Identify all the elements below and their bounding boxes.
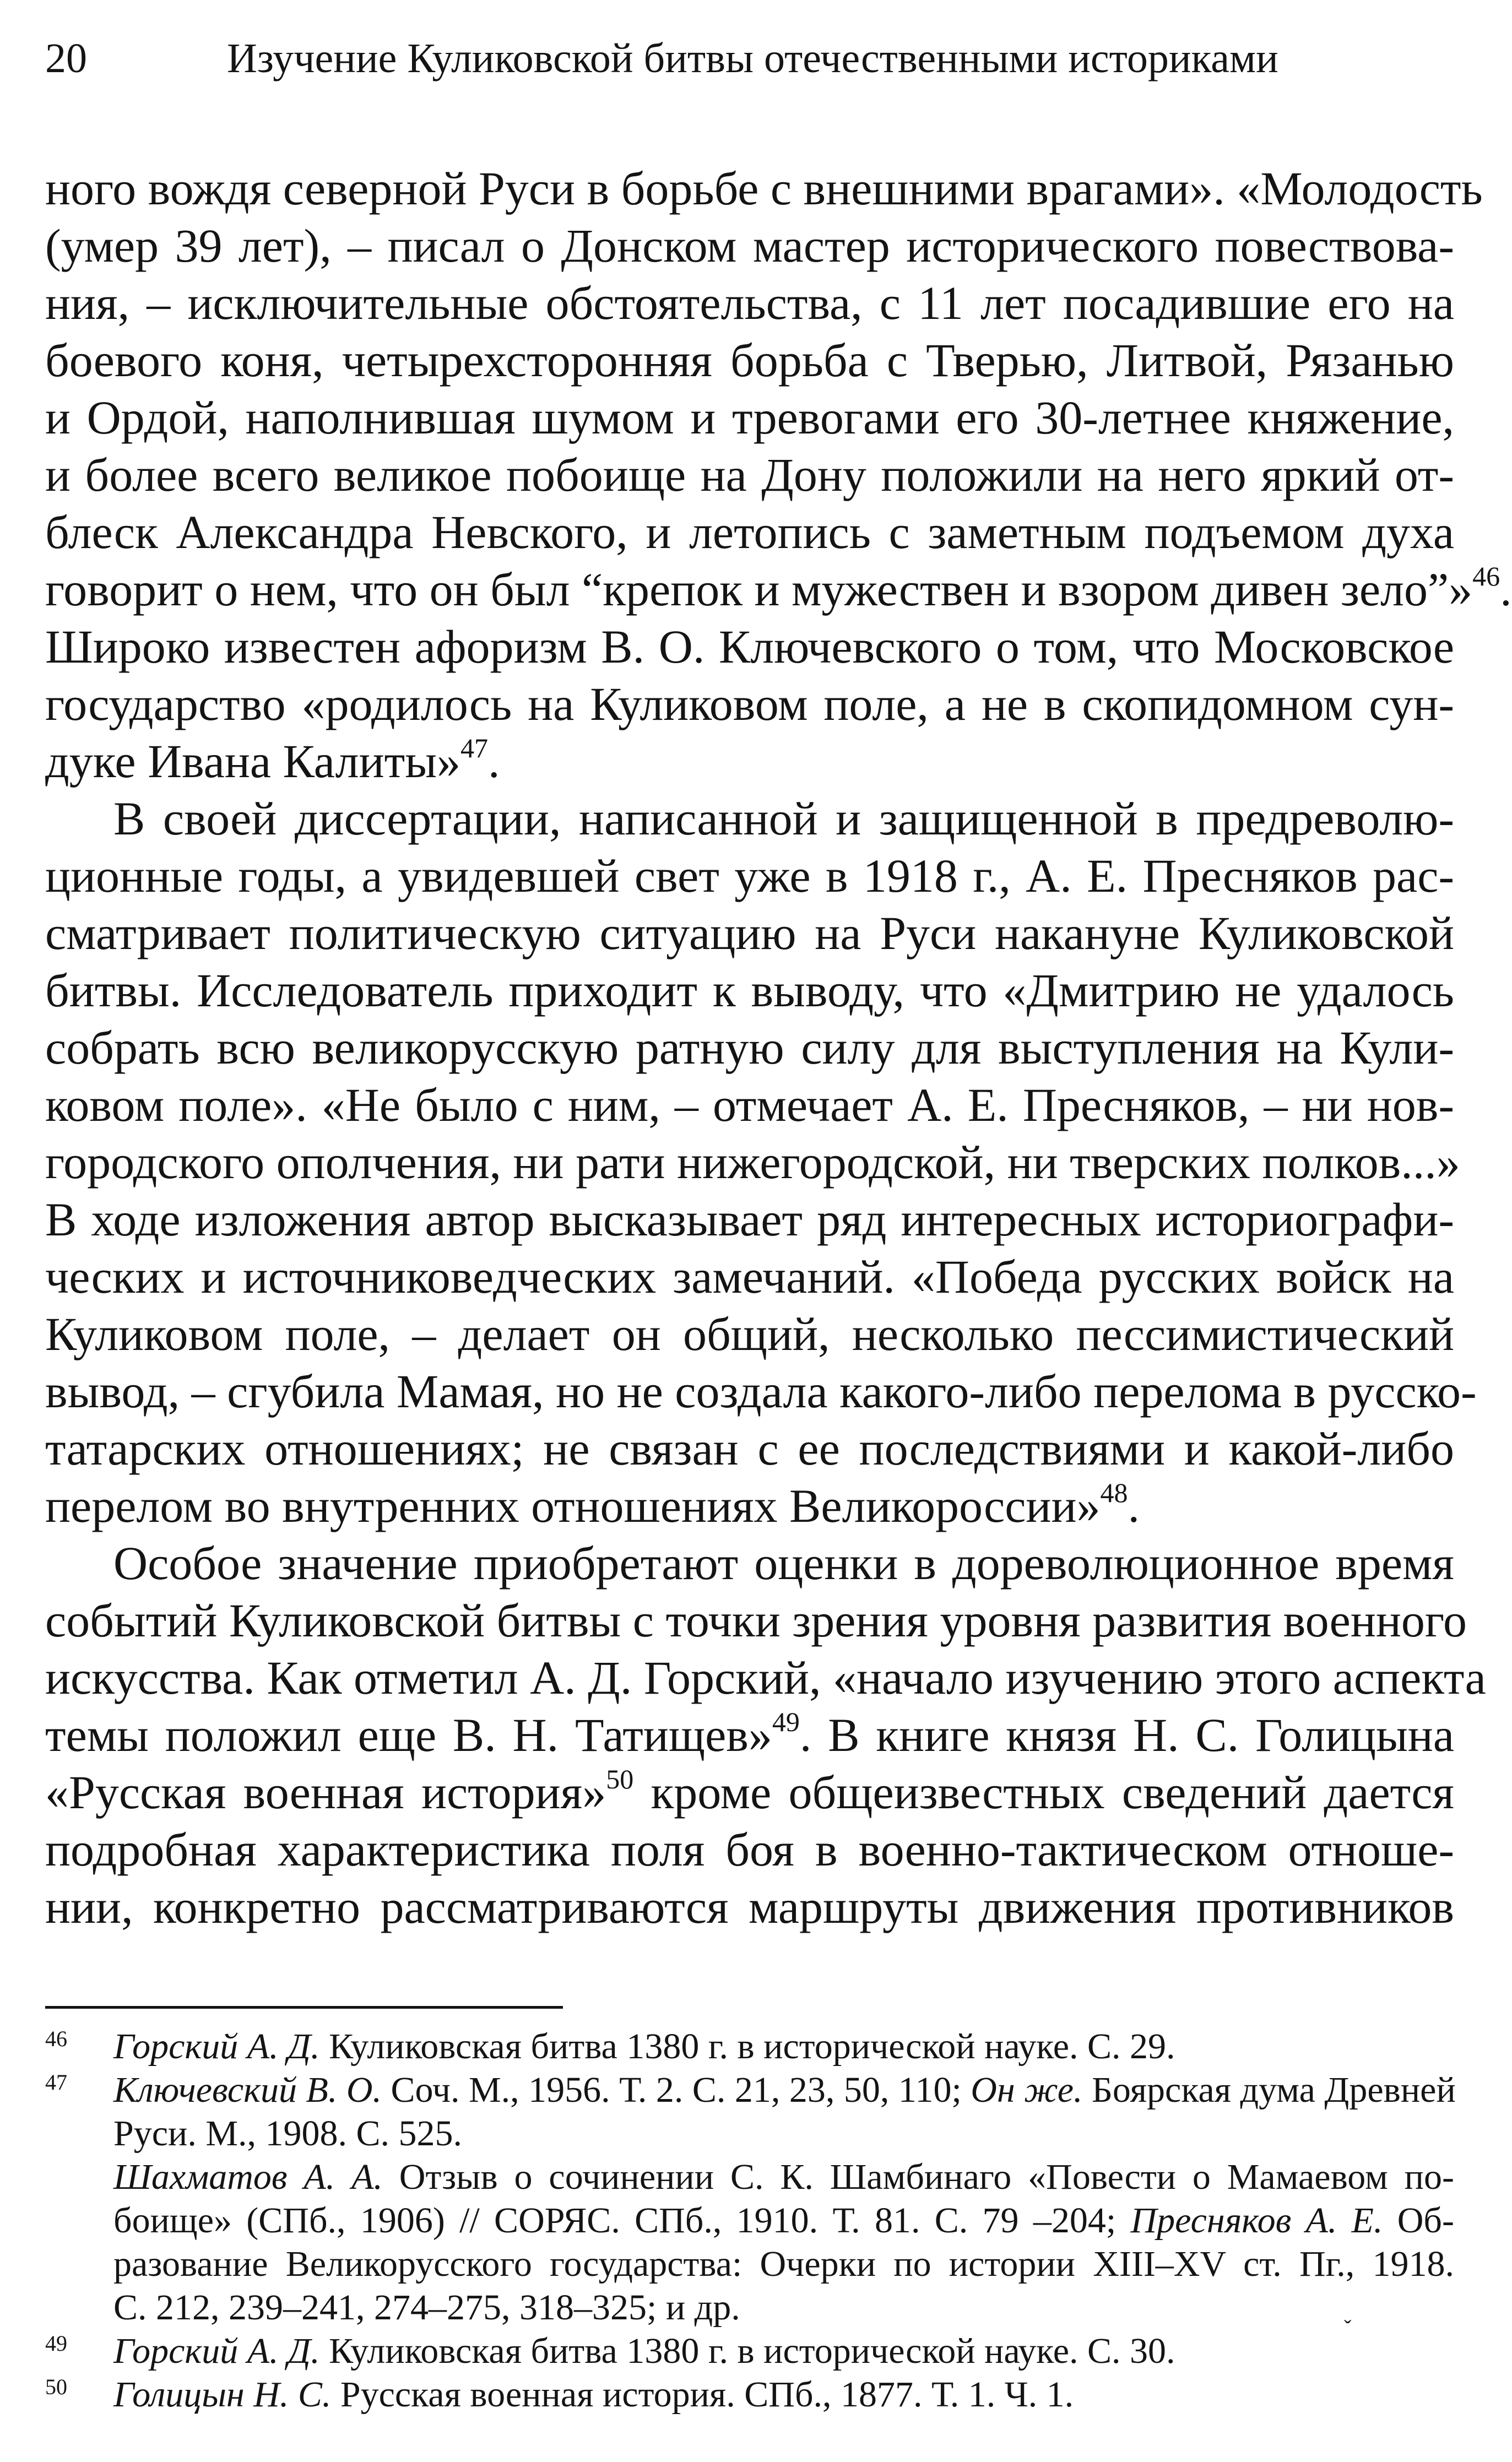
footnote-text: Русская военная история. СПб., 1877. Т. 1. Ч. 1.: [331, 2374, 1074, 2415]
text-line: Особое значение приобретают оценки в дореволюционное время: [113, 1537, 1454, 1590]
text-line: и Ордой, наполнившая шумом и тревогами его 30-летнее княжение,: [45, 391, 1454, 444]
text-fragment: перелом во внутренних отношениях Великороссии»: [45, 1479, 1101, 1532]
footnote-48-cont: разование Великорусского государства: Очерки по истории XIII–XV ст. Пг., 1918.: [113, 2244, 1454, 2284]
text-line: [45, 561, 1512, 618]
text-line: [45, 733, 1454, 790]
text-line: ционные годы, а увидевшей свет уже в 1918 г., А. Е. Пресняков рас-: [45, 849, 1454, 902]
text-line: городского ополчения, ни рати нижегородской, ни тверских полков...»: [45, 1136, 1460, 1189]
footnote-text: Отзыв о сочинении С. К. Шамбинаго «Повести о Мамаевом по-: [382, 2157, 1454, 2197]
footnote-author: Ключевский В. О.: [113, 2070, 382, 2110]
footnote-ref-50: 50: [606, 1764, 634, 1794]
text-line: сматривает политическую ситуацию на Руси накануне Куликовской: [45, 907, 1454, 959]
footnote-46: [45, 2025, 1454, 2068]
text-line: вывод, – сгубила Мамая, но не создала какого-либо перелома в русско-: [45, 1365, 1477, 1418]
text-line: событий Куликовской битвы с точки зрения уровня развития военного: [45, 1594, 1467, 1647]
footnote-47: [45, 2068, 1454, 2112]
text-line: искусства. Как отметил А. Д. Горский, «начало изучению этого аспекта: [45, 1651, 1486, 1704]
text-line: (умер 39 лет), – писал о Донском мастер исторического повествова-: [45, 219, 1454, 272]
footnote-text: Соч. М., 1956. Т. 2. С. 21, 23, 50, 110;: [381, 2070, 971, 2110]
text-fragment: . В книге князя Н. С. Голицына: [799, 1709, 1455, 1761]
page-header: [45, 25, 1454, 91]
body-text: [45, 160, 1512, 1935]
footnote-separator: [45, 2006, 563, 2009]
period: .: [1128, 1479, 1140, 1532]
text-line: [45, 1706, 1454, 1764]
text-line: битвы. Исследователь приходит к выводу, что «Дмитрию не удалось: [45, 964, 1454, 1017]
text-line: ного вождя северной Руси в борьбе с внешними врагами». «Молодость: [45, 162, 1483, 215]
footnote-48-cont: С. 212, 239–241, 274–275, 318–325; и др.: [113, 2287, 740, 2328]
footnote-text: боище» (СПб., 1906) // СОРЯС. СПб., 1910. Т. 81. С. 79 –204;: [113, 2200, 1131, 2241]
footnote-ibid: Он же.: [971, 2070, 1083, 2110]
footnote-50: [45, 2373, 1454, 2416]
text-fragment: говорит о нем, что он был “крепок и мужествен и взором дивен зело”»: [45, 563, 1473, 616]
text-line: [45, 1477, 1454, 1534]
running-title: Изучение Куликовской битвы отечественными историками: [227, 35, 1278, 82]
text-fragment: кроме общеизвестных сведений дается: [633, 1766, 1454, 1819]
text-line: Широко известен афоризм В. О. Ключевского о том, что Московское: [45, 620, 1454, 673]
text-line: боевого коня, четырехсторонняя борьба с Тверью, Литвой, Рязанью: [45, 334, 1454, 387]
footnotes: [45, 2025, 1454, 2416]
footnote-author: Пресняков А. Е.: [1130, 2200, 1383, 2241]
footnote-number: 46: [45, 2026, 67, 2051]
text-fragment: темы положил еще В. Н. Татищев»: [45, 1709, 772, 1761]
text-line: Куликовом поле, – делает он общий, несколько пессимистический: [45, 1308, 1454, 1360]
footnote-text: Боярская дума Древней: [1082, 2070, 1456, 2110]
footnote-49: [45, 2329, 1454, 2373]
text-line: ковом поле». «Не было с ним, – отмечает А. Е. Пресняков, – ни нов-: [45, 1078, 1454, 1131]
text-fragment: «Русская военная история»: [45, 1766, 606, 1819]
footnote-text: Куликовская битва 1380 г. в исторической науке. С. 29.: [319, 2026, 1175, 2067]
text-line: государство «родилось на Куликовом поле, а не в скопидомном сун-: [45, 677, 1454, 730]
footnote-author: Горский А. Д.: [113, 2331, 320, 2371]
footnote-number: 50: [45, 2374, 67, 2399]
text-line: ния, – исключительные обстоятельства, с 11 лет посадившие его на: [45, 276, 1454, 329]
footnote-ref-46: 46: [1472, 561, 1500, 592]
text-line: подробная характеристика поля боя в военно-тактическом отноше-: [45, 1823, 1454, 1876]
text-line: блеск Александра Невского, и летопись с заметным подъемом духа: [45, 506, 1454, 558]
footnote-author: Шахматов А. А.: [113, 2157, 383, 2197]
margin-mark: ˇ: [1344, 2315, 1352, 2340]
footnote-author: Голицын Н. С.: [113, 2374, 332, 2415]
footnote-ref-49: 49: [772, 1706, 800, 1737]
text-line: и более всего великое побоище на Дону положили на него яркий от-: [45, 448, 1454, 501]
footnote-48: [45, 2155, 1454, 2199]
footnote-author: Горский А. Д.: [113, 2026, 320, 2067]
footnote-text: Куликовская битва 1380 г. в исторической науке. С. 30.: [319, 2331, 1175, 2371]
text-line: В своей диссертации, написанной и защищенной в предреволю-: [113, 792, 1454, 845]
footnote-ref-48: 48: [1100, 1477, 1128, 1508]
text-line: нии, конкретно рассматриваются маршруты движения противников: [45, 1880, 1454, 1933]
footnote-number: 49: [45, 2331, 67, 2356]
footnote-number: 47: [45, 2070, 67, 2095]
text-line: ческих и источниковедческих замечаний. «Победа русских войск на: [45, 1250, 1454, 1303]
period: .: [1500, 563, 1512, 616]
text-line: собрать всю великорусскую ратную силу для выступления на Кули-: [45, 1021, 1454, 1074]
footnote-48-cont: [45, 2199, 1454, 2242]
page-number: 20: [45, 35, 87, 82]
text-fragment: дуке Ивана Калиты»: [45, 735, 460, 788]
text-line: В ходе изложения автор высказывает ряд интересных историографи-: [45, 1193, 1454, 1246]
footnote-47-cont: Руси. М., 1908. С. 525.: [113, 2113, 463, 2154]
text-line: [45, 1764, 1454, 1821]
period: .: [487, 735, 500, 788]
text-line: татарских отношениях; не связан с ее последствиями и какой-либо: [45, 1422, 1454, 1475]
footnote-ref-47: 47: [460, 733, 488, 763]
footnote-text: Об-: [1383, 2200, 1454, 2241]
